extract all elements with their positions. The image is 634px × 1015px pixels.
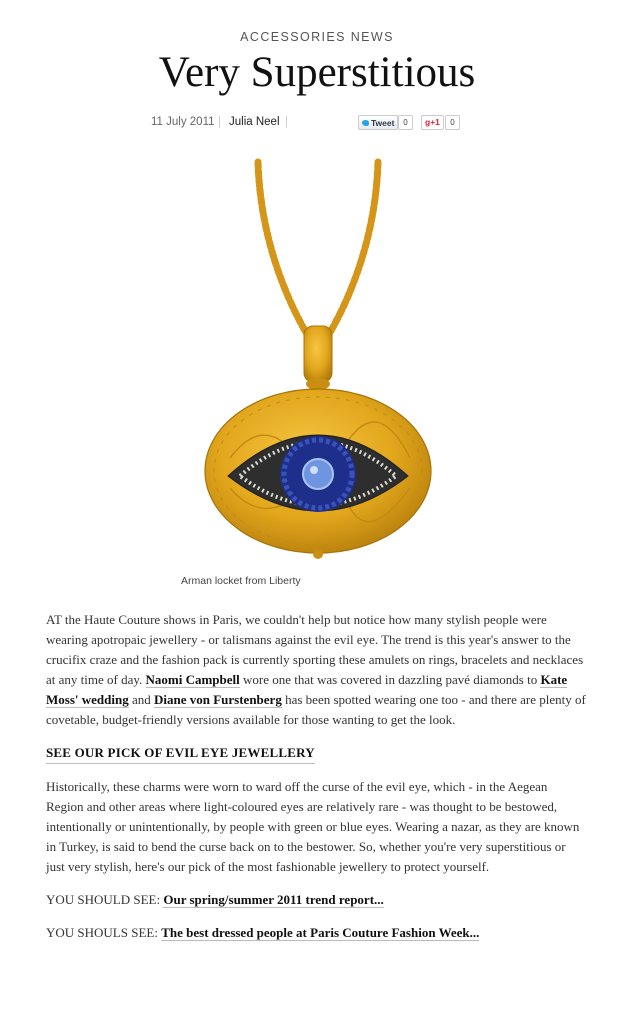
evil-eye-locket-illustration — [200, 158, 436, 562]
image-caption: Arman locket from Liberty — [181, 575, 301, 587]
article-title: Very Superstitious — [158, 49, 476, 96]
paragraph-text: has been spotted wearing one too - and there are plenty of covetable, budget-friendly versions available for those wanting to get the look. — [46, 692, 586, 727]
see-also-2 — [46, 923, 586, 943]
section-kicker[interactable]: ACCESSORIES NEWS — [240, 30, 394, 44]
link-diane-von-furstenberg[interactable]: Diane von Furstenberg — [154, 692, 282, 707]
gplus-count: 0 — [445, 115, 460, 130]
meta-separator: | — [285, 116, 288, 128]
meta-separator: | — [218, 116, 221, 128]
google-plus-button[interactable]: g+1 — [421, 115, 444, 130]
paragraph-text: wore one that was covered in dazzling pavé diamonds to — [239, 672, 541, 687]
twitter-bird-icon — [362, 120, 369, 126]
pick-paragraph — [46, 743, 586, 764]
article-meta — [0, 116, 634, 132]
paragraph-2: Historically, these charms were worn to ward off the curse of the evil eye, which - in the Aegean Region and other areas where light-coloured eyes are relatively rare - was thought to be bestowed, intentionally or unintentionally, by people with green or blue eyes. Wearing a nazar, as they are known in Turkey, is said to bend the curse back on to the bestower. So, whether you're very superstitious or just very stylish, here's our pick of the most fashionable jewellery to protect yourself. — [46, 779, 580, 874]
link-naomi-campbell[interactable]: Naomi Campbell — [145, 672, 240, 687]
see-also-1 — [46, 890, 586, 910]
tweet-button[interactable] — [358, 115, 398, 130]
author-link[interactable]: Julia Neel — [229, 116, 280, 128]
article-body — [46, 610, 586, 956]
paragraph-text: and — [128, 692, 154, 707]
publish-date: 11 July 2011 — [151, 116, 215, 128]
see-also-prefix: YOU SHOULS SEE: — [46, 925, 162, 940]
paragraph-text: AT the Haute Couture shows in Paris, we couldn't help but notice how many stylish people were wearing apotropaic jewellery - or talismans against the evil eye. The trend is this year's answer to the crucifix craze and the fashion pack is currently sporting these amulets on rings, bracelets and necklaces at any time of day. — [46, 612, 584, 687]
evil-eye-jewellery-link[interactable]: SEE OUR PICK OF EVIL EYE JEWELLERY — [46, 743, 315, 764]
best-dressed-link[interactable]: The best dressed people at Paris Couture Fashion Week... — [161, 925, 480, 940]
link-kate-moss-wedding[interactable]: Kate Moss' wedding — [46, 672, 568, 707]
locket-image — [200, 158, 436, 562]
see-also-prefix: YOU SHOULD SEE: — [46, 892, 164, 907]
paragraph-1 — [46, 610, 586, 730]
trend-report-link[interactable]: Our spring/summer 2011 trend report... — [163, 892, 384, 907]
tweet-label: Tweet — [371, 117, 395, 128]
tweet-count: 0 — [398, 115, 413, 130]
